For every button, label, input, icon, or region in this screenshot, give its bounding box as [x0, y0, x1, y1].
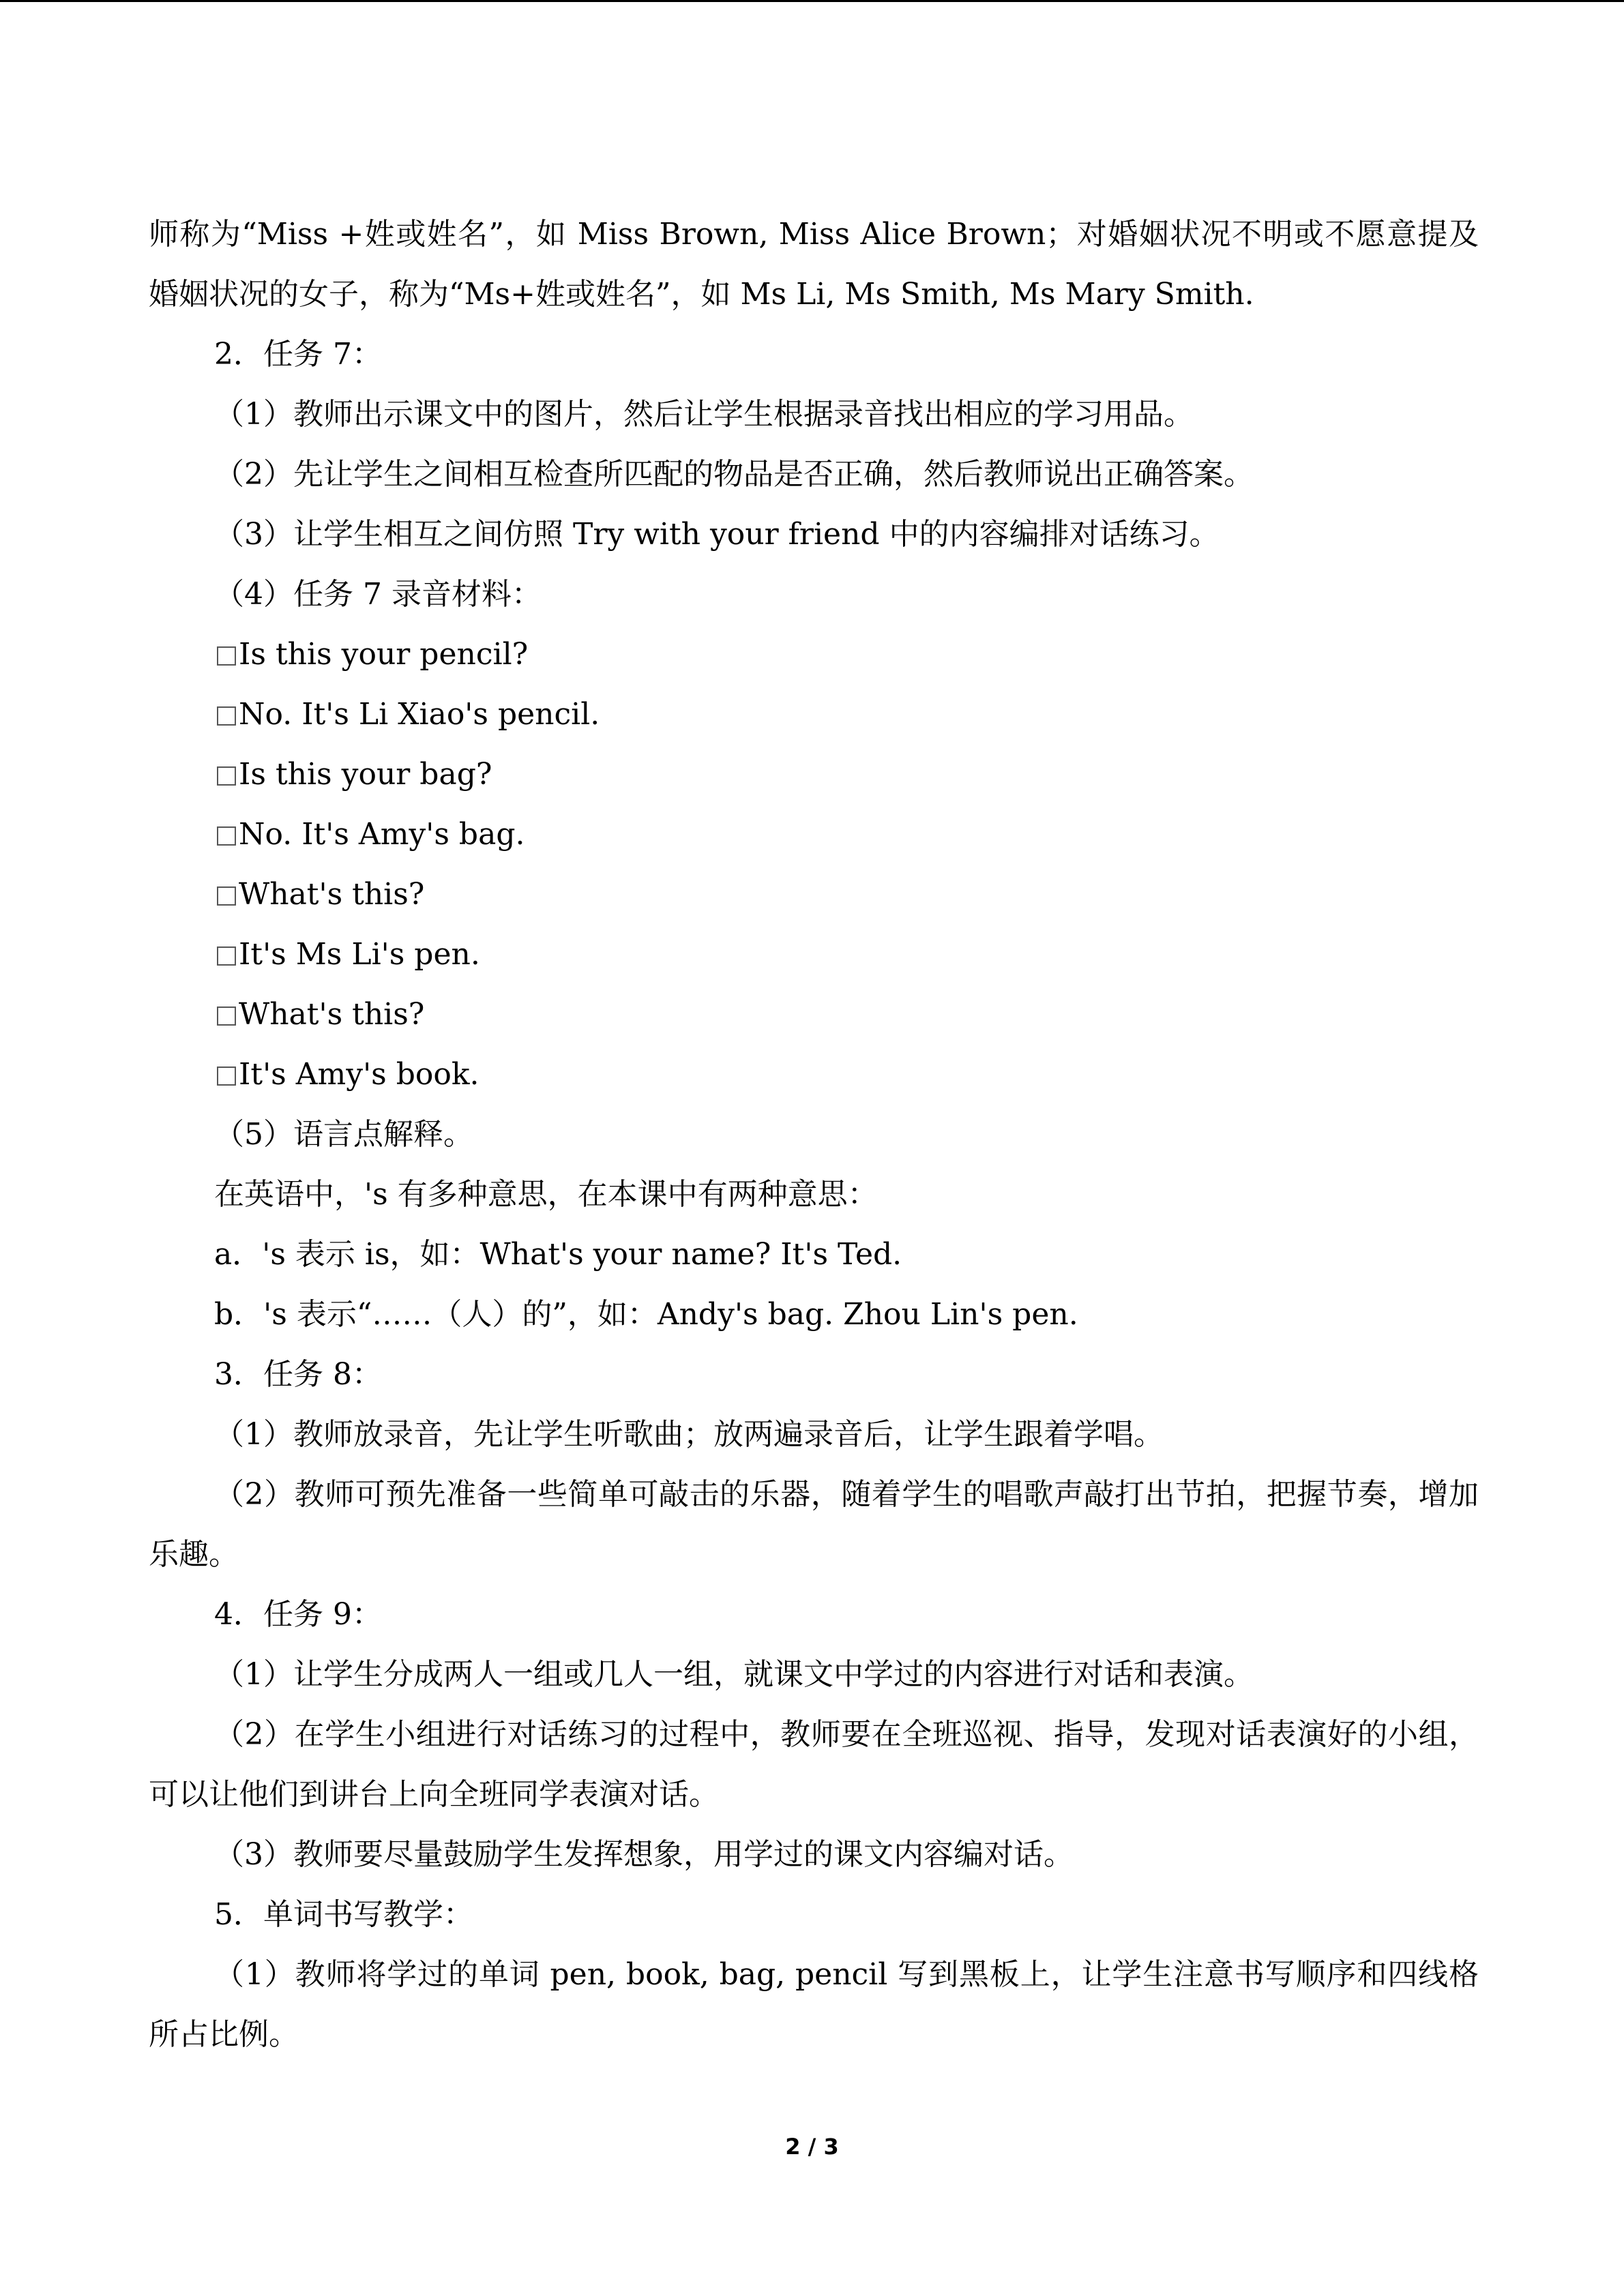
task-9-step-2: （2）在学生小组进行对话练习的过程中，教师要在全班巡视、指导，发现对话表演好的小组，可以让他们到讲台上向全班同学表演对话。: [149, 1717, 1479, 1812]
checkbox-icon: [217, 646, 236, 666]
heading-task-7: 2．任务 7：: [214, 337, 382, 372]
checkbox-icon: [217, 706, 236, 726]
document-body: [149, 205, 1479, 2065]
heading-task-8: 3．任务 8：: [214, 1357, 382, 1392]
task-9-step-1: （1）让学生分成两人一组或几人一组，就课文中学过的内容进行对话和表演。: [214, 1657, 1254, 1692]
task-7-step-5: （5）语言点解释。: [214, 1117, 473, 1152]
dialogue-line: No. It's Li Xiao's pencil.: [149, 685, 1479, 745]
heading-task-9: 4．任务 9：: [214, 1597, 382, 1632]
page-top-border: [0, 0, 1624, 2]
dialogue-line: What's this?: [149, 865, 1479, 925]
task-7-step-3: （3）让学生相互之间仿照 Try with your friend 中的内容编排对话练习。: [214, 517, 1220, 552]
checkbox-icon: [217, 946, 236, 966]
language-point-a: a．'s 表示 is，如：What's your name? It's Ted.: [214, 1237, 902, 1272]
checkbox-icon: [217, 1007, 236, 1026]
language-point-b: b．'s 表示“……（人）的”，如：Andy's bag. Zhou Lin's pen.: [214, 1297, 1078, 1332]
dialogue-line: Is this your bag?: [149, 745, 1479, 805]
checkbox-icon: [217, 766, 236, 786]
heading-word-writing: 5．单词书写教学：: [214, 1897, 473, 1932]
checkbox-icon: [217, 1067, 236, 1086]
language-point-intro: 在英语中，'s 有多种意思，在本课中有两种意思：: [214, 1177, 878, 1212]
dialogue-line: It's Amy's book.: [149, 1045, 1479, 1105]
task-7-step-2: （2）先让学生之间相互检查所匹配的物品是否正确，然后教师说出正确答案。: [214, 457, 1254, 492]
paragraph-address-terms: 师称为“Miss +姓或姓名”，如 Miss Brown, Miss Alice Brown；对婚姻状况不明或不愿意提及婚姻状况的女子，称为“Ms+姓或姓名”，如 Ms Li, Ms Smith, Ms Mary Smith.: [149, 217, 1479, 312]
dialogue-line: What's this?: [149, 985, 1479, 1045]
task-7-step-4: （4）任务 7 录音材料：: [214, 577, 542, 612]
dialogue-line: It's Ms Li's pen.: [149, 925, 1479, 985]
task-8-step-1: （1）教师放录音，先让学生听歌曲；放两遍录音后，让学生跟着学唱。: [214, 1417, 1164, 1452]
task-7-step-1: （1）教师出示课文中的图片，然后让学生根据录音找出相应的学习用品。: [214, 397, 1194, 432]
checkbox-icon: [217, 826, 236, 846]
word-writing-step-1: （1）教师将学过的单词 pen, book, bag, pencil 写到黑板上，让学生注意书写顺序和四线格所占比例。: [149, 1957, 1479, 2052]
page-number: 2 / 3: [785, 2134, 839, 2160]
dialogue-line: Is this your pencil?: [149, 625, 1479, 685]
dialogue-line: No. It's Amy's bag.: [149, 805, 1479, 865]
task-8-step-2: （2）教师可预先准备一些简单可敲击的乐器，随着学生的唱歌声敲打出节拍，把握节奏，增加乐趣。: [149, 1477, 1479, 1572]
task-9-step-3: （3）教师要尽量鼓励学生发挥想象，用学过的课文内容编对话。: [214, 1837, 1074, 1872]
checkbox-icon: [217, 886, 236, 906]
